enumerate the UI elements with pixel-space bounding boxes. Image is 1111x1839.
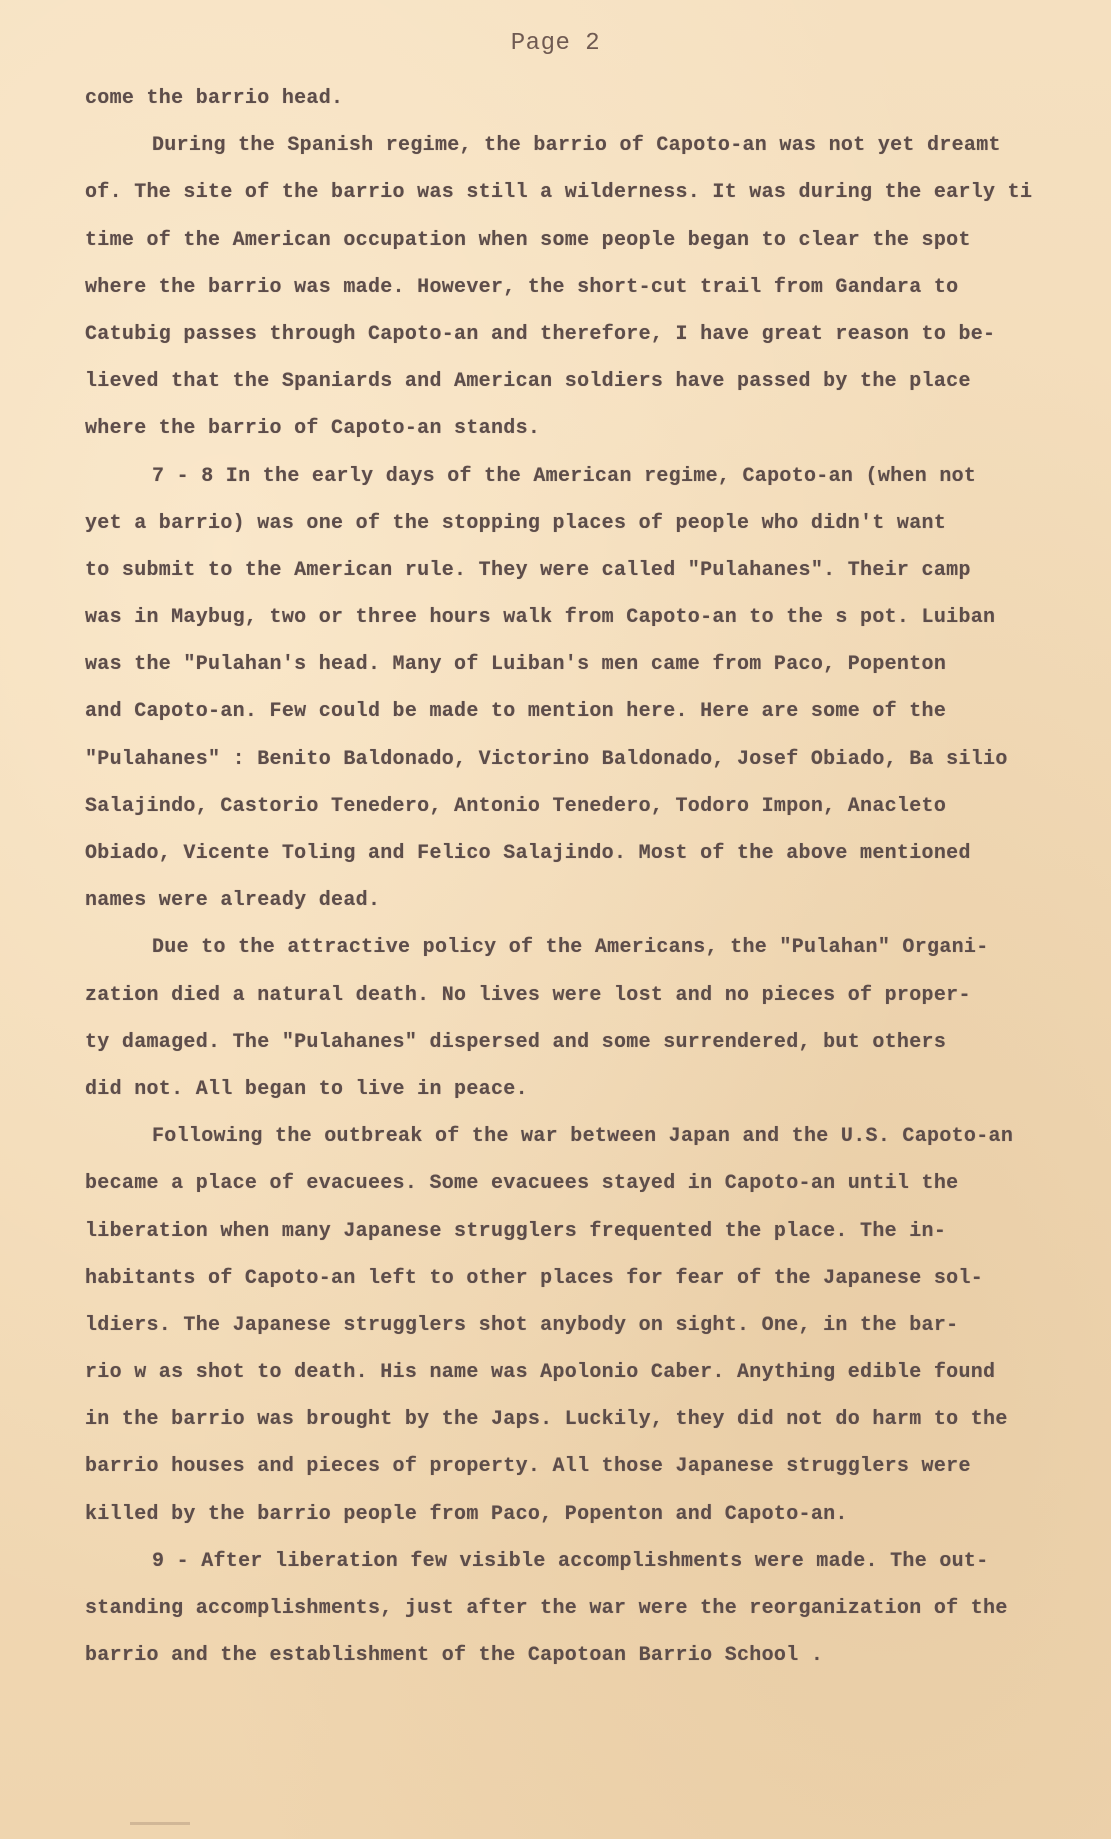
text-line: standing accomplishments, just after the war were the reorganization of the <box>85 1597 1008 1620</box>
text-line: where the barrio of Capoto-an stands. <box>85 417 541 441</box>
text-line: come the barrio head. <box>85 87 344 110</box>
text-line: Salajindo, Castorio Tenedero, Antonio Tenedero, Todoro Impon, Anacleto <box>85 794 947 818</box>
smudge-mark <box>130 1822 190 1825</box>
text-line: 9 - After liberation few visible accomplishments were made. The out- <box>152 1549 989 1573</box>
text-line: ty damaged. The "Pulahanes" dispersed and some surrendered, but others <box>85 1030 947 1054</box>
text-line: in the barrio was brought by the Japs. Luckily, they did not do harm to the <box>85 1408 1008 1432</box>
text-line: did not. All began to live in peace. <box>85 1077 528 1101</box>
text-line: was in Maybug, two or three hours walk from Capoto-an to the s pot. Luiban <box>85 606 996 630</box>
text-line: During the Spanish regime, the barrio of Capoto-an was not yet dreamt <box>152 134 1001 158</box>
text-line: names were already dead. <box>85 889 381 913</box>
text-line: and Capoto-an. Few could be made to mention here. Here are some of the <box>85 700 947 724</box>
page-number: Page 2 <box>510 30 601 57</box>
document-body <box>85 75 1035 1679</box>
text-line: where the barrio was made. However, the short-cut trail from Gandara to <box>85 275 959 299</box>
text-line: Obiado, Vicente Toling and Felico Salajindo. Most of the above mentioned <box>85 842 971 865</box>
text-line: liberation when many Japanese strugglers frequented the place. The in- <box>85 1219 947 1243</box>
text-line: Catubig passes through Capoto-an and therefore, I have great reason to be- <box>85 322 996 346</box>
text-line: lieved that the Spaniards and American soldiers have passed by the place <box>85 370 971 394</box>
text-line: Following the outbreak of the war between Japan and the U.S. Capoto-an <box>152 1125 1014 1149</box>
text-line: 7 - 8 In the early days of the American regime, Capoto-an (when not <box>152 464 977 488</box>
text-line: to submit to the American rule. They were called "Pulahanes". Their camp <box>85 558 971 582</box>
text-line: barrio houses and pieces of property. All those Japanese strugglers were <box>85 1455 971 1479</box>
text-line: became a place of evacuees. Some evacuees stayed in Capoto-an until the <box>85 1172 959 1196</box>
text-line: ldiers. The Japanese strugglers shot anybody on sight. One, in the bar- <box>85 1313 959 1337</box>
text-line: Due to the attractive policy of the Americans, the "Pulahan" Organi- <box>152 936 989 960</box>
text-line: yet a barrio) was one of the stopping places of people who didn't want <box>85 511 947 535</box>
text-line: zation died a natural death. No lives were lost and no pieces of proper- <box>85 983 971 1007</box>
text-line: habitants of Capoto-an left to other places for fear of the Japanese sol- <box>85 1266 984 1290</box>
text-line: killed by the barrio people from Paco, Popenton and Capoto-an. <box>85 1502 848 1526</box>
text-line: of. The site of the barrio was still a wilderness. It was during the early ti <box>85 181 1033 205</box>
text-line: "Pulahanes" : Benito Baldonado, Victorino Baldonado, Josef Obiado, Ba silio <box>85 747 1008 771</box>
text-line: time of the American occupation when some people began to clear the spot <box>85 228 971 252</box>
text-line: rio w as shot to death. His name was Apolonio Caber. Anything edible found <box>85 1361 996 1385</box>
text-line: barrio and the establishment of the Capotoan Barrio School . <box>85 1644 824 1668</box>
text-line: was the "Pulahan's head. Many of Luiban's men came from Paco, Popenton <box>85 653 947 677</box>
